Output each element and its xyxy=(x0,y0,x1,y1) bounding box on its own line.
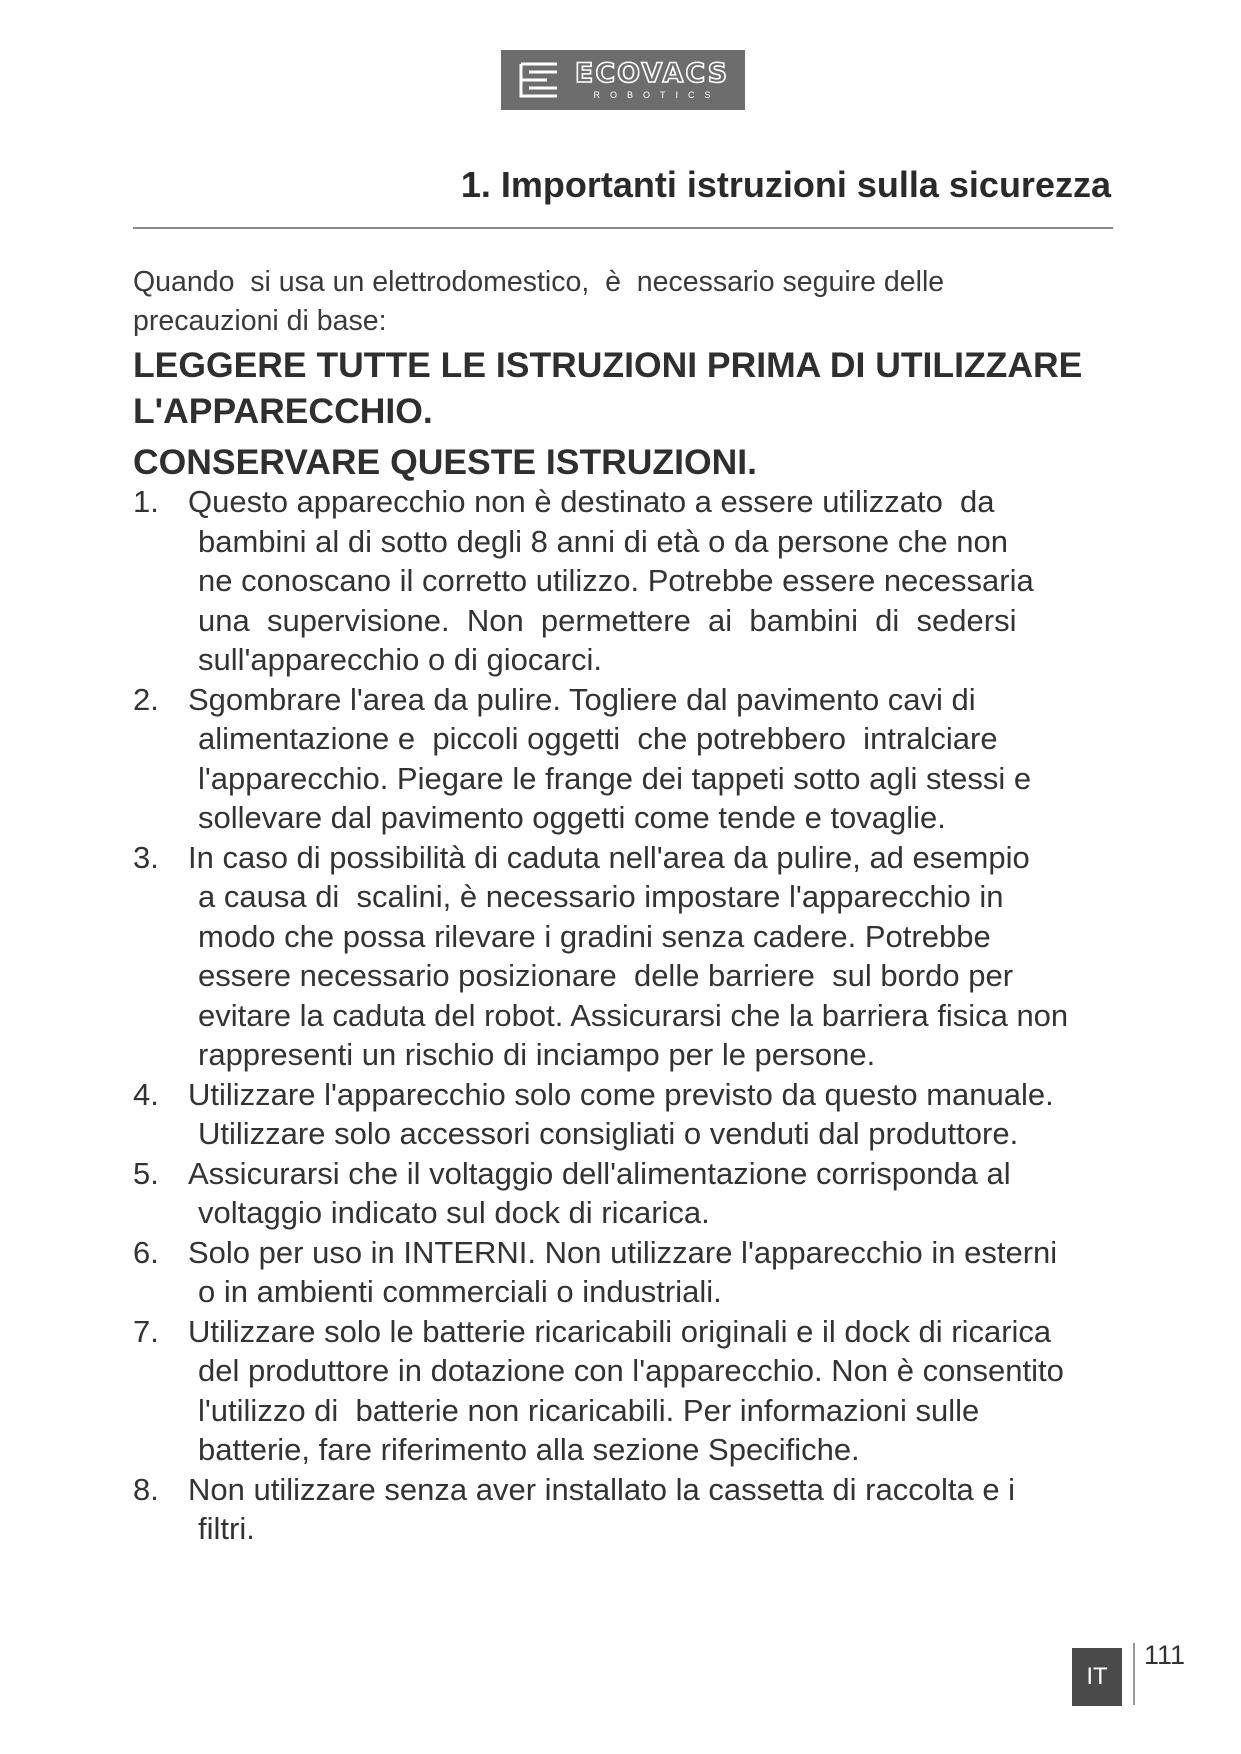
list-item xyxy=(133,1154,1133,1233)
footer-divider xyxy=(1133,1643,1135,1705)
warning-line: LEGGERE TUTTE LE ISTRUZIONI PRIMA DI UTILIZZARE xyxy=(133,345,1083,385)
item-number: 7. xyxy=(133,1313,159,1349)
item-line: l'apparecchio. Piegare le frange dei tappeti sotto agli stessi e xyxy=(198,760,1032,796)
item-line: essere necessario posizionare delle barriere sul bordo per xyxy=(198,958,1014,993)
list-item xyxy=(133,680,1133,838)
item-number: 3. xyxy=(133,839,159,875)
item-line: Utilizzare l'apparecchio solo come previsto da questo manuale. xyxy=(188,1076,1054,1112)
item-line: Assicurarsi che il voltaggio dell'alimentazione corrisponda al xyxy=(188,1155,1011,1191)
item-line: alimentazione e piccoli oggetti che potrebbero intralciare xyxy=(198,721,998,756)
item-line: In caso di possibilità di caduta nell'area da pulire, ad esempio xyxy=(188,839,1030,875)
item-line: bambini al di sotto degli 8 anni di età o da persone che non xyxy=(198,523,1009,559)
ecovacs-logo xyxy=(501,50,745,110)
item-number: 5. xyxy=(133,1155,159,1191)
item-text xyxy=(188,1154,1133,1233)
read-instructions-warning xyxy=(133,342,1223,434)
item-text xyxy=(188,482,1133,680)
list-item xyxy=(133,1470,1133,1549)
item-number: 6. xyxy=(133,1234,159,1270)
logo-wordmark xyxy=(575,60,729,100)
item-line: l'utilizzo di batterie non ricaricabili. Per informazioni sulle xyxy=(198,1392,980,1428)
logo-sub-text: ROBOTICS xyxy=(593,90,721,100)
item-line: evitare la caduta del robot. Assicurarsi che la barriera fisica non xyxy=(198,997,1069,1033)
item-text xyxy=(188,1470,1133,1549)
item-line: sull'apparecchio o di giocarci. xyxy=(198,642,602,677)
item-line: modo che possa rilevare i gradini senza cadere. Potrebbe xyxy=(198,918,991,954)
page-number: 111 xyxy=(1144,1640,1186,1670)
item-text xyxy=(188,1075,1133,1154)
item-text xyxy=(188,1312,1133,1470)
ecovacs-logo-mark-icon xyxy=(517,61,561,99)
item-line: batterie, fare riferimento alla sezione Specifiche. xyxy=(198,1432,860,1467)
list-item xyxy=(133,1312,1133,1470)
item-line: Utilizzare solo le batterie ricaricabili originali e il dock di ricarica xyxy=(188,1313,1052,1349)
item-line: rappresenti un rischio di inciampo per le persone. xyxy=(198,1037,876,1072)
keep-instructions-warning: CONSERVARE QUESTE ISTRUZIONI. xyxy=(133,442,757,482)
intro-paragraph xyxy=(133,263,1093,341)
list-item xyxy=(133,1233,1133,1312)
item-line: Non utilizzare senza aver installato la cassetta di raccolta e i xyxy=(188,1471,1016,1507)
intro-line: precauzioni di base: xyxy=(133,305,387,337)
item-line: filtri. xyxy=(198,1511,255,1546)
item-line: voltaggio indicato sul dock di ricarica. xyxy=(198,1195,710,1230)
title-divider xyxy=(133,227,1113,229)
list-item xyxy=(133,838,1133,1075)
item-line: una supervisione. Non permettere ai bambini di sedersi xyxy=(198,602,1017,638)
item-line: Utilizzare solo accessori consigliati o venduti dal produttore. xyxy=(198,1116,1019,1151)
item-line: Questo apparecchio non è destinato a essere utilizzato da xyxy=(188,484,995,519)
item-text xyxy=(188,680,1133,838)
page-title: 1. Importanti istruzioni sulla sicurezza xyxy=(460,164,1111,205)
item-line: o in ambienti commerciali o industriali. xyxy=(198,1274,722,1309)
list-item xyxy=(133,1075,1133,1154)
logo-brand-text: ECOVACS xyxy=(574,58,730,89)
item-line: Sgombrare l'area da pulire. Togliere dal pavimento cavi di xyxy=(188,681,976,717)
item-line: a causa di scalini, è necessario impostare l'apparecchio in xyxy=(198,879,1004,914)
item-line: ne conoscano il corretto utilizzo. Potrebbe essere necessaria xyxy=(198,563,1034,598)
warning-line: L'APPARECCHIO. xyxy=(133,391,433,431)
list-item xyxy=(133,482,1133,680)
item-number: 4. xyxy=(133,1076,159,1112)
item-text xyxy=(188,838,1133,1075)
intro-line: Quando si usa un elettrodomestico, è necessario seguire delle xyxy=(133,266,945,298)
item-number: 8. xyxy=(133,1471,159,1507)
item-line: del produttore in dotazione con l'apparecchio. Non è consentito xyxy=(198,1353,1064,1388)
item-line: sollevare dal pavimento oggetti come tende e tovaglie. xyxy=(198,800,946,835)
item-line: Solo per uso in INTERNI. Non utilizzare l'apparecchio in esterni xyxy=(188,1234,1058,1270)
item-number: 2. xyxy=(133,681,159,717)
language-badge: IT xyxy=(1072,1648,1122,1706)
item-text xyxy=(188,1233,1133,1312)
safety-instructions-list xyxy=(133,482,1133,1549)
item-number: 1. xyxy=(133,484,159,519)
